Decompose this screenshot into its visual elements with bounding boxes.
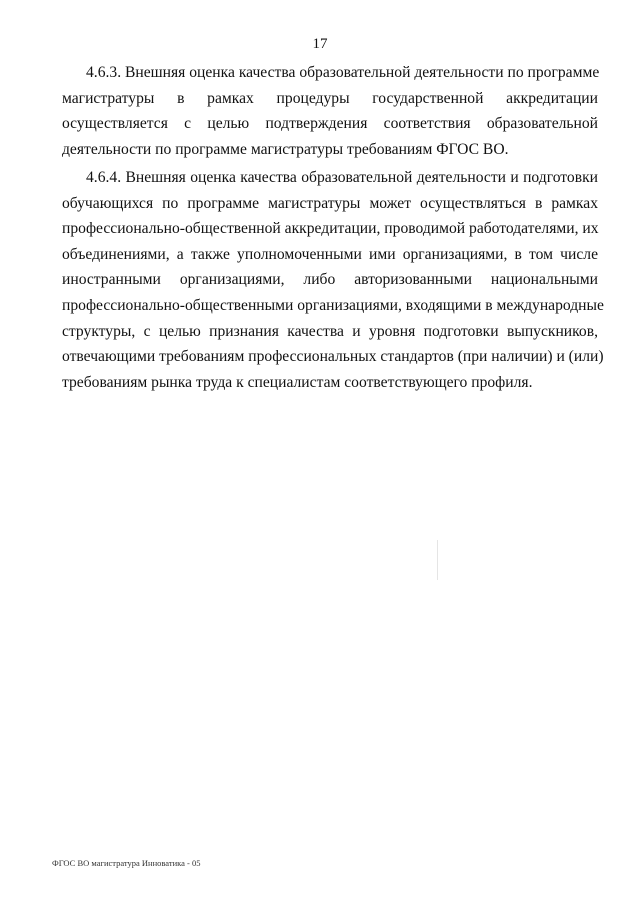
- text-line: 4.6.3. Внешняя оценка качества образовательной деятельности по программе: [86, 64, 600, 81]
- paragraph-4-6-3: [62, 60, 598, 162]
- text-line: 4.6.4. Внешняя оценка качества образовательной деятельности и подготовки: [86, 169, 598, 186]
- paragraph-4-6-4: [62, 165, 604, 395]
- text-line: магистратуры в рамках процедуры государственной аккредитации: [62, 89, 598, 107]
- text-line: требованиям рынка труда к специалистам соответствующего профиля.: [62, 373, 533, 391]
- page-footer: ФГОС ВО магистратура Инноватика - 05: [52, 858, 201, 868]
- scan-artifact: [437, 540, 438, 580]
- text-line: иностранными организациями, либо авторизованными национальными: [62, 271, 598, 289]
- text-line: осуществляется с целью подтверждения соответствия образовательной: [62, 115, 598, 133]
- text-line: объединениями, а также уполномоченными ими организациями, в том числе: [62, 245, 598, 263]
- text-line: деятельности по программе магистратуры требованиям ФГОС ВО.: [62, 140, 509, 158]
- text-line: структуры, с целью признания качества и уровня подготовки выпускников,: [62, 322, 598, 340]
- text-line: отвечающими требованиям профессиональных стандартов (при наличии) и (или): [62, 348, 604, 366]
- page-number: 17: [312, 36, 328, 52]
- text-line: обучающихся по программе магистратуры может осуществляться в рамках: [62, 194, 598, 212]
- text-line: профессионально-общественными организациями, входящими в международные: [62, 296, 604, 314]
- text-line: профессионально-общественной аккредитации, проводимой работодателями, их: [62, 220, 599, 238]
